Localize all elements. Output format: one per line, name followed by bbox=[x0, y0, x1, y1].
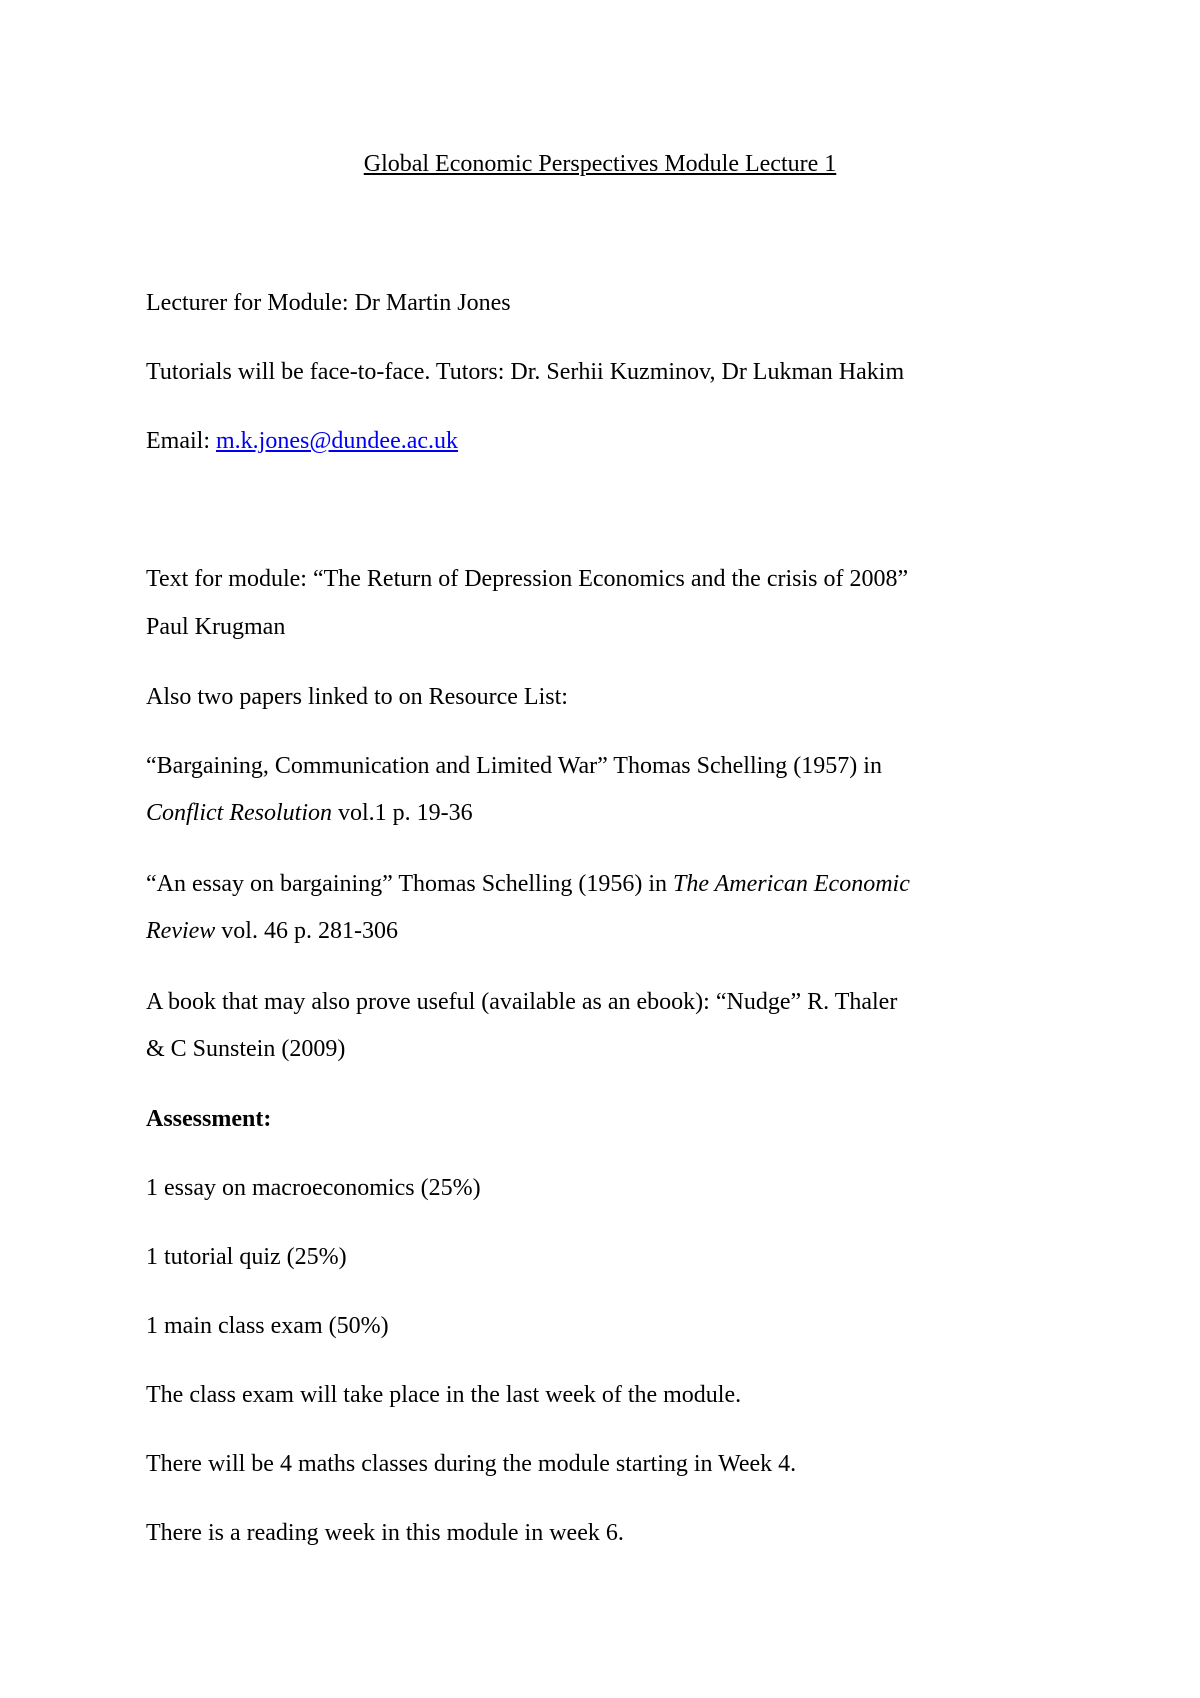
assessment-item: 1 main class exam (50%) bbox=[146, 1313, 389, 1339]
module-text-line-2: Paul Krugman bbox=[146, 614, 286, 640]
reading-week-note: There is a reading week in this module in week 6. bbox=[146, 1520, 624, 1546]
paper2-journal-part1: The American Economic bbox=[673, 871, 910, 897]
email-label: Email: bbox=[146, 428, 216, 454]
document-title: Global Economic Perspectives Module Lecture 1 bbox=[363, 151, 837, 177]
paper1-rest: vol.1 p. 19-36 bbox=[332, 800, 473, 826]
assessment-heading: Assessment: bbox=[146, 1106, 272, 1132]
assessment-item: 1 essay on macroeconomics (25%) bbox=[146, 1175, 481, 1201]
paper2-rest: vol. 46 p. 281-306 bbox=[215, 918, 398, 944]
paper1-line-1: “Bargaining, Communication and Limited War” Thomas Schelling (1957) in bbox=[146, 753, 882, 779]
book-line-2: & C Sunstein (2009) bbox=[146, 1036, 346, 1062]
maths-note: There will be 4 maths classes during the module starting in Week 4. bbox=[146, 1451, 797, 1477]
exam-note: The class exam will take place in the last week of the module. bbox=[146, 1382, 742, 1408]
assessment-item: 1 tutorial quiz (25%) bbox=[146, 1244, 347, 1270]
paper2-line-1 bbox=[146, 869, 910, 899]
email-link[interactable]: m.k.jones@dundee.ac.uk bbox=[215, 428, 459, 454]
papers-intro: Also two papers linked to on Resource List: bbox=[146, 684, 568, 710]
book-line-1: A book that may also prove useful (available as an ebook): “Nudge” R. Thaler bbox=[146, 989, 898, 1015]
email-line bbox=[146, 426, 458, 456]
paper1-line-2 bbox=[146, 798, 473, 828]
tutorials-line: Tutorials will be face-to-face. Tutors: Dr. Serhii Kuzminov, Dr Lukman Hakim bbox=[146, 359, 905, 385]
paper1-journal: Conflict Resolution bbox=[146, 800, 332, 826]
lecturer-line: Lecturer for Module: Dr Martin Jones bbox=[146, 290, 511, 316]
paper2-journal-part2: Review bbox=[146, 918, 216, 944]
module-text-line-1: Text for module: “The Return of Depression Economics and the crisis of 2008” bbox=[146, 566, 909, 592]
paper2-line-2 bbox=[146, 916, 398, 946]
paper2-prefix: “An essay on bargaining” Thomas Schelling (1956) in bbox=[146, 871, 674, 897]
